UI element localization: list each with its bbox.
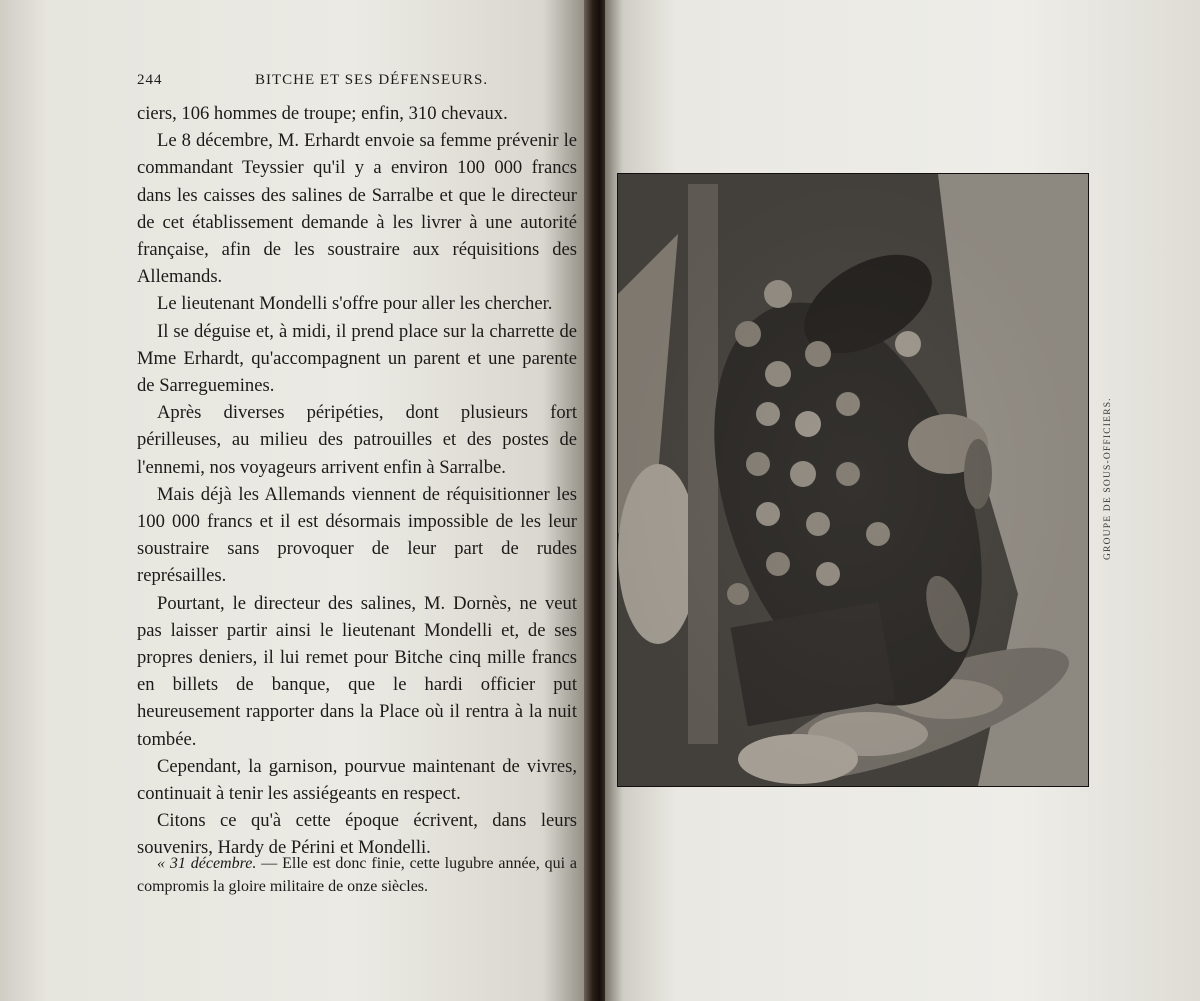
paragraph: Le lieutenant Mondelli s'offre pour aller les chercher. <box>157 293 553 315</box>
left-page <box>0 0 590 1001</box>
photo-caption: GROUPE DE SOUS-OFFICIERS. <box>1103 397 1113 560</box>
photograph-image <box>618 174 1088 786</box>
body-text <box>137 100 577 862</box>
paragraph: Le 8 décembre, M. Erhardt envoie sa femme prévenir le commandant Teyssier qu'il y a environ 100 000 francs dans les caisses des salines de Sarralbe et que le directeur de cet établissement demande à les livrer à une autorité française, afin de les soustraire aux réquisitions des Allemands. <box>137 130 577 288</box>
paragraph: Cependant, la garnison, pourvue maintenant de vivres, continuait à tenir les assiégeants en respect. <box>137 755 577 805</box>
running-head <box>137 72 577 94</box>
group-photograph <box>617 173 1089 787</box>
page-number: 244 <box>137 72 163 88</box>
paragraph: Il se déguise et, à midi, il prend place sur la charrette de Mme Erhardt, qu'accompagnent un parent et une parente de Sarreguemines. <box>137 320 577 397</box>
quote-text: — Elle est donc finie, cette lugubre année, qui a compromis la gloire militaire de onze siècles. <box>137 855 578 895</box>
paragraph: ciers, 106 hommes de troupe; enfin, 310 chevaux. <box>137 103 508 124</box>
quote-block <box>137 852 577 898</box>
paragraph: Pourtant, le directeur des salines, M. Dornès, ne veut pas laisser partir ainsi le lieutenant Mondelli et, de ses propres deniers, il lui remet pour Bitche cinq mille francs en billets de banque, que le hardi officier put heureusement rapporter dans la Place où il rentra à la nuit tombée. <box>137 592 577 750</box>
running-head-title: BITCHE ET SES DÉFENSEURS. <box>255 72 489 88</box>
paragraph: Après diverses péripéties, dont plusieurs fort périlleuses, au milieu des patrouilles et des postes de l'ennemi, nos voyageurs arrivent enfin à Sarralbe. <box>137 402 577 478</box>
quote-date: « 31 décembre. <box>157 855 257 872</box>
paragraph: Citons ce qu'à cette époque écrivent, dans leurs souvenirs, Hardy de Périni et Mondelli. <box>137 810 577 859</box>
paragraph: Mais déjà les Allemands viennent de réquisitionner les 100 000 francs et il est désormais impossible de les leur soustraire sans provoquer de leur part de rudes représailles. <box>137 483 577 587</box>
